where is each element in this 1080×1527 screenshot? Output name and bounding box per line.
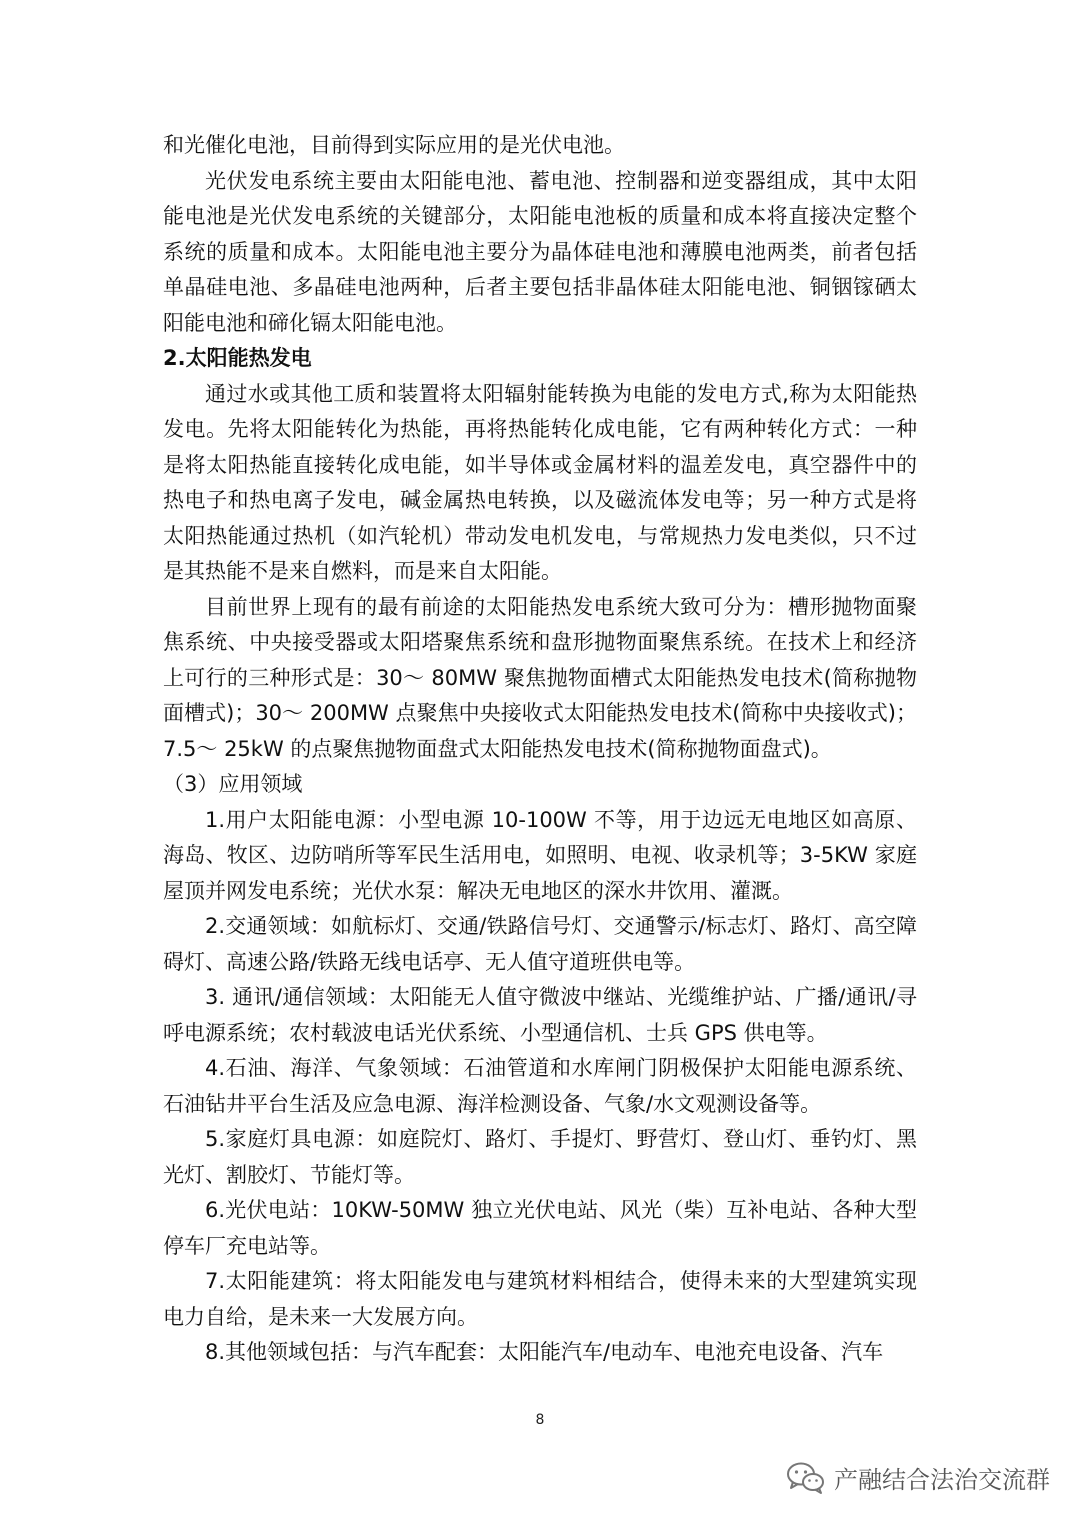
- list-item-application-7: 7.太阳能建筑：将太阳能发电与建筑材料相结合，使得未来的大型建筑实现电力自给，是未来一大发展方向。: [163, 1269, 917, 1329]
- watermark: [786, 1460, 1050, 1495]
- list-item-application-4: 4.石油、海洋、气象领域：石油管道和水库闸门阴极保护太阳能电源系统、石油钻井平台生活及应急电源、海洋检测设备、气象/水文观测设备等。: [163, 1056, 917, 1116]
- list-item-application-5: 5.家庭灯具电源：如庭院灯、路灯、手提灯、野营灯、登山灯、垂钓灯、黑光灯、割胶灯、节能灯等。: [163, 1127, 917, 1187]
- paragraph-thermal-systems: 目前世界上现有的最有前途的太阳能热发电系统大致可分为：槽形抛物面聚焦系统、中央接受器或太阳塔聚焦系统和盘形抛物面聚焦系统。在技术上和经济上可行的三种形式是：30～ 80MW 聚焦抛物面槽式太阳能热发电技术(简称抛物面槽式)；30～ 200MW 点聚焦中央接收式太阳能热发电技术(简称中央接收式)；7.5～ 25kW 的点聚焦抛物面盘式太阳能热发电技术(简称抛物面盘式)。: [163, 594, 917, 761]
- paragraph-pv-system: 光伏发电系统主要由太阳能电池、蓄电池、控制器和逆变器组成，其中太阳能电池是光伏发电系统的关键部分，太阳能电池板的质量和成本将直接决定整个系统的质量和成本。太阳能电池主要分为晶体硅电池和薄膜电池两类，前者包括单晶硅电池、多晶硅电池两种，后者主要包括非晶体硅太阳能电池、铜铟镓硒太阳能电池和碲化镉太阳能电池。: [163, 168, 917, 335]
- section-heading-solar-thermal: 2.太阳能热发电: [163, 346, 312, 370]
- list-item-application-3: 3. 通讯/通信领域：太阳能无人值守微波中继站、光缆维护站、广播/通讯/寻呼电源系统；农村载波电话光伏系统、小型通信机、士兵 GPS 供电等。: [163, 985, 917, 1045]
- watermark-text: 产融结合法治交流群: [834, 1466, 1050, 1494]
- list-item-application-1: 1.用户太阳能电源：小型电源 10-100W 不等，用于边远无电地区如高原、海岛、牧区、边防哨所等军民生活用电，如照明、电视、收录机等；3-5KW 家庭屋顶并网发电系统；光伏水泵：解决无电地区的深水井饮用、灌溉。: [163, 807, 917, 903]
- section-heading-applications: （3）应用领域: [163, 772, 303, 796]
- wechat-icon: [786, 1461, 826, 1495]
- list-item-application-8: 8.其他领域包括：与汽车配套：太阳能汽车/电动车、电池充电设备、汽车: [205, 1340, 884, 1364]
- page-number: 8: [535, 1412, 545, 1428]
- list-item-application-2: 2.交通领域：如航标灯、交通/铁路信号灯、交通警示/标志灯、路灯、高空障碍灯、高速公路/铁路无线电话亭、无人值守道班供电等。: [163, 914, 917, 974]
- paragraph-continuation: 和光催化电池，目前得到实际应用的是光伏电池。: [163, 133, 625, 157]
- document-body: [163, 128, 917, 1371]
- paragraph-thermal-definition: 通过水或其他工质和装置将太阳辐射能转换为电能的发电方式,称为太阳能热发电。先将太阳能转化为热能，再将热能转化成电能，它有两种转化方式：一种是将太阳热能直接转化成电能，如半导体或金属材料的温差发电，真空器件中的热电子和热电离子发电，碱金属热电转换，以及磁流体发电等；另一种方式是将太阳热能通过热机（如汽轮机）带动发电机发电，与常规热力发电类似，只不过是其热能不是来自燃料，而是来自太阳能。: [163, 381, 917, 583]
- list-item-application-6: 6.光伏电站：10KW-50MW 独立光伏电站、风光（柴）互补电站、各种大型停车厂充电站等。: [163, 1198, 917, 1258]
